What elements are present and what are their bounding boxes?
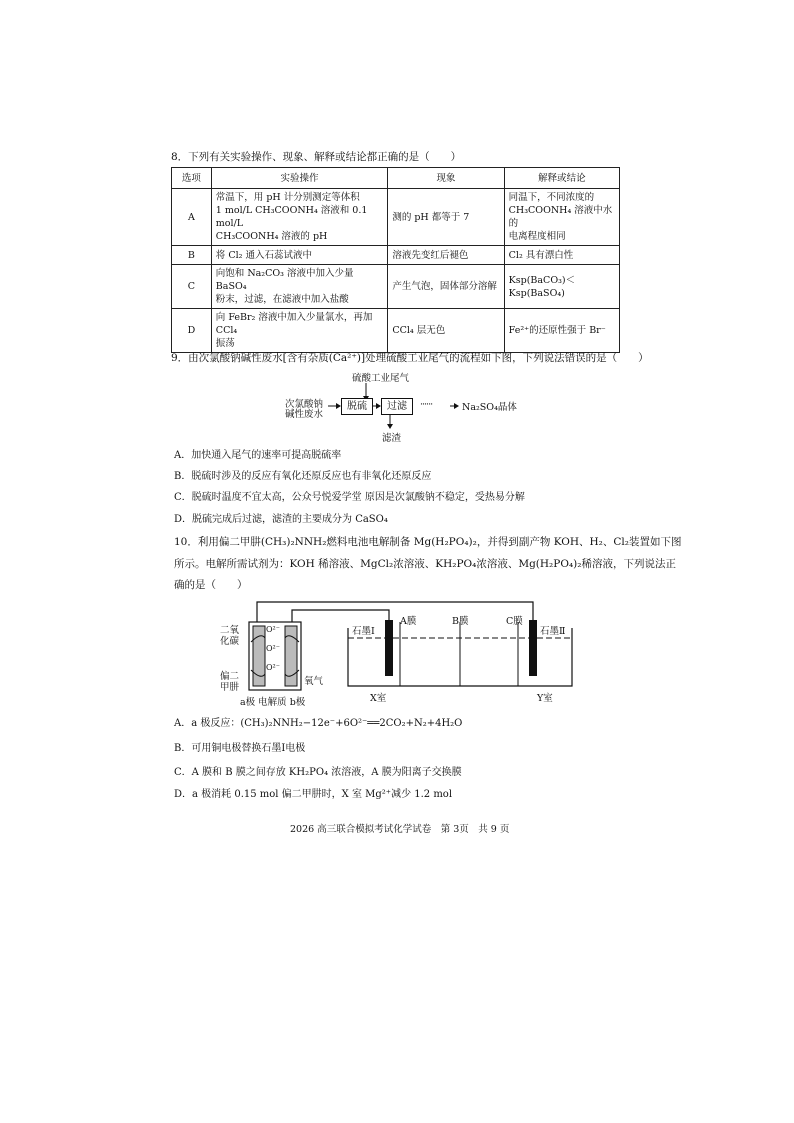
table-row	[172, 189, 620, 246]
membrane-c-label: C膜	[506, 616, 523, 627]
q10-option-a: A．a 极反应：(CH₃)₂NNH₂−12e⁻+6O²⁻══2CO₂+N₂+4H₂O	[174, 718, 463, 729]
conc-line: 同温下，不同浓度的	[508, 192, 595, 203]
q8-stem: 8．下列有关实验操作、现象、解释或结论都正确的是（ ）	[171, 151, 462, 163]
row-conclusion	[504, 189, 619, 246]
oxide-ion-label: O²⁻	[266, 625, 280, 634]
q10-stem-line-3: 确的是（ ）	[174, 579, 248, 591]
row-operation	[211, 189, 388, 246]
header-operation: 实验操作	[211, 168, 388, 189]
filter-box: 过滤	[381, 398, 413, 415]
header-phenomenon: 现象	[388, 168, 504, 189]
oxygen-label: 氧气	[304, 676, 324, 687]
header-conclusion: 解释或结论	[504, 168, 619, 189]
graphite-electrode-1	[385, 620, 393, 676]
co2-label-1: 二氧	[220, 625, 240, 636]
flow-left-label-1: 次氯酸钠	[285, 399, 324, 410]
flow-residue: 滤渣	[382, 433, 402, 444]
cathode-b	[285, 626, 297, 686]
q10-option-b: B．可用铜电极替换石墨Ⅰ电极	[174, 743, 306, 754]
op-line: 1 mol/L CH₃COONH₄ 溶液和 0.1 mol/L	[215, 205, 368, 229]
op-line: 常温下，用 pH 计分别测定等体积	[215, 192, 360, 203]
q9-option-b: B．脱硫时涉及的反应有氧化还原反应也有非氧化还原反应	[174, 471, 432, 482]
row-phenomenon: CCl₄ 层无色	[388, 309, 504, 353]
row-conclusion: Ksp(BaCO₃)＜Ksp(BaSO₄)	[504, 265, 619, 309]
row-phenomenon: 测的 pH 都等于 7	[388, 189, 504, 246]
q10-option-d: D．a 极消耗 0.15 mol 偏二甲肼时，X 室 Mg²⁺减少 1.2 mol	[174, 789, 453, 800]
graphite-electrode-2	[529, 620, 537, 676]
anode-a	[253, 626, 265, 686]
row-phenomenon: 溶液先变红后褪色	[388, 246, 504, 265]
row-key: B	[172, 246, 212, 265]
q10-option-c: C．A 膜和 B 膜之间存放 KH₂PO₄ 浓溶液，A 膜为阳离子交换膜	[174, 767, 462, 778]
fuel-label-1: 偏二	[220, 671, 240, 682]
membrane-b-label: B膜	[452, 616, 469, 627]
row-phenomenon: 产生气泡，固体部分溶解	[388, 265, 504, 309]
electrode-labels: a极 电解质 b极	[240, 697, 306, 708]
q9-option-d: D．脱硫完成后过滤，滤渣的主要成分为 CaSO₄	[174, 514, 388, 525]
room-y-label: Y室	[537, 693, 553, 704]
q10-stem-line-1: 10．利用偏二甲肼(CH₃)₂NNH₂燃料电池电解制备 Mg(H₂PO₄)₂，并得到副产物 KOH、H₂、Cl₂装置如下图	[174, 536, 682, 548]
row-operation: 将 Cl₂ 通入石蕊试液中	[211, 246, 388, 265]
header-option: 选项	[172, 168, 212, 189]
graphite1-label: 石墨Ⅰ	[352, 626, 375, 637]
table-row	[172, 265, 620, 309]
room-x-label: X室	[370, 693, 387, 704]
row-conclusion: Cl₂ 具有漂白性	[504, 246, 619, 265]
fuel-label-2: 甲肼	[220, 682, 240, 693]
row-operation	[211, 309, 388, 353]
page-footer: 2026 高三联合模拟考试化学试卷 第 3页 共 9 页	[290, 824, 510, 835]
table-row	[172, 246, 620, 265]
flow-left-label-2: 碱性废水	[285, 409, 324, 420]
graphite2-label: 石墨Ⅱ	[540, 626, 566, 637]
flow-product: Na₂SO₄晶体	[462, 402, 517, 413]
op-line: CH₃COONH₄ 溶液的 pH	[215, 231, 328, 242]
table-header-row	[172, 168, 620, 189]
conc-line: 电离程度相同	[508, 231, 566, 242]
table-row	[172, 309, 620, 353]
q10-stem-line-2: 所示。电解所需试剂为：KOH 稀溶液、MgCl₂浓溶液、KH₂PO₄浓溶液、Mg(H₂PO₄)₂稀溶液，下列说法正	[174, 558, 676, 570]
flow-dots: ······	[420, 399, 433, 410]
row-key: D	[172, 309, 212, 353]
op-line: 振荡	[215, 338, 235, 349]
op-line: 粉末，过滤，在滤液中加入盐酸	[215, 294, 349, 305]
row-conclusion: Fe²⁺的还原性强于 Br⁻	[504, 309, 619, 353]
op-line: 向 FeBr₂ 溶液中加入少量氯水，再加 CCl₄	[215, 312, 373, 336]
flow-top-label: 硫酸工业尾气	[352, 373, 410, 384]
desulfurize-box: 脱硫	[341, 398, 373, 415]
co2-label-2: 化碳	[220, 636, 240, 647]
op-line: 向饱和 Na₂CO₃ 溶液中加入少量 BaSO₄	[215, 268, 354, 292]
row-key: A	[172, 189, 212, 246]
oxide-ion-label: O²⁻	[266, 644, 280, 653]
q9-option-a: A．加快通入尾气的速率可提高脱硫率	[174, 450, 342, 461]
row-key: C	[172, 265, 212, 309]
conc-line: CH₃COONH₄ 溶液中水的	[508, 205, 613, 229]
membrane-a-label: A膜	[400, 616, 417, 627]
q9-stem: 9．由次氯酸钠碱性废水[含有杂质(Ca²⁺)]处理硫酸工业尾气的流程如下图，下列说法错误的是（ ）	[171, 352, 649, 364]
oxide-ion-label: O²⁻	[266, 663, 280, 672]
q8-table	[171, 167, 620, 353]
row-operation	[211, 265, 388, 309]
q9-option-c: C．脱硫时温度不宜太高，公众号悦爱学堂 原因是次氯酸钠不稳定，受热易分解	[174, 492, 525, 503]
